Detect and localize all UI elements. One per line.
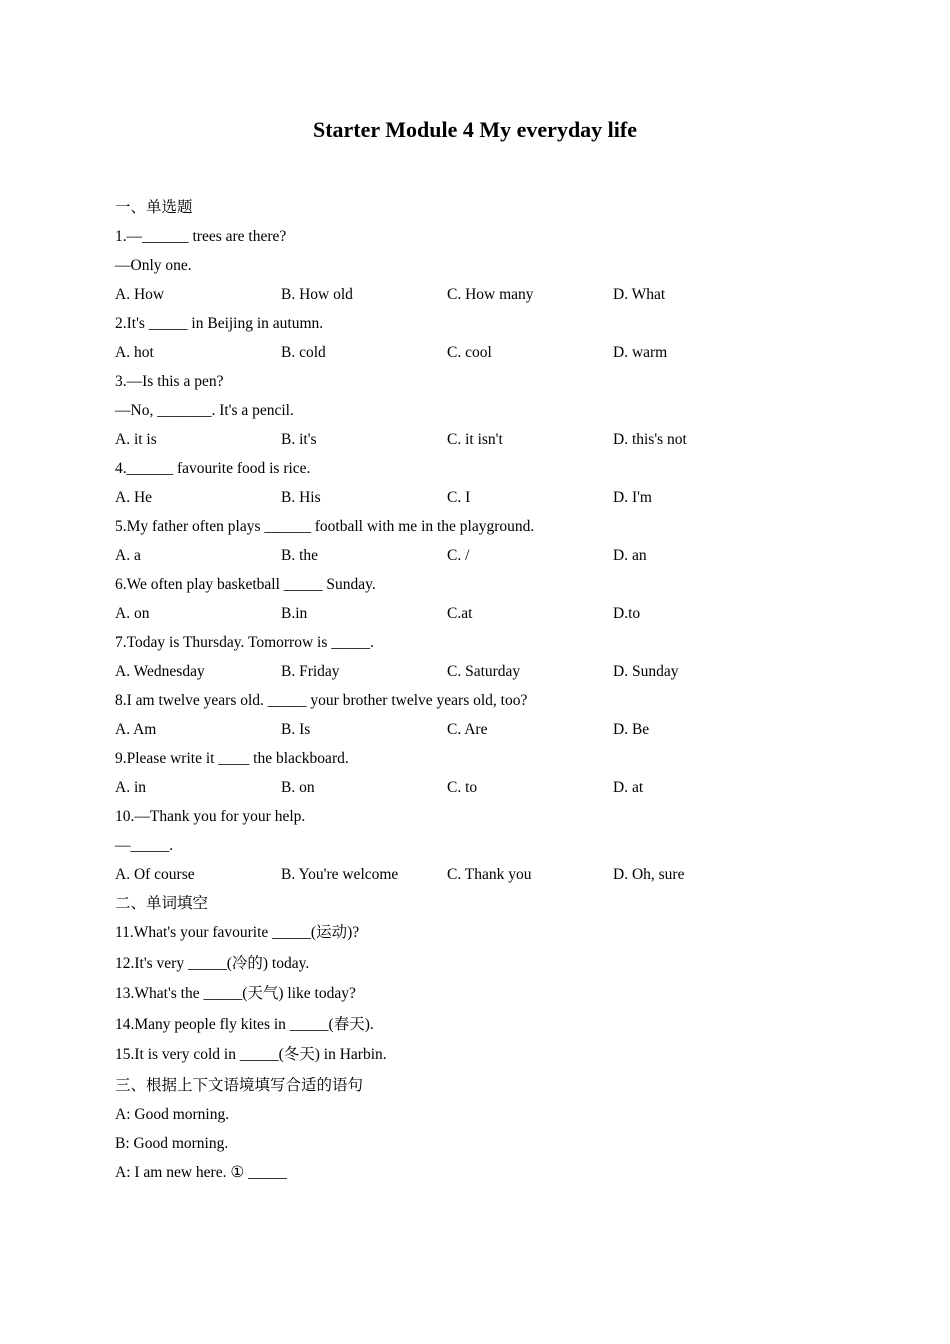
option-d: D. Oh, sure: [613, 866, 685, 883]
option-d: D. warm: [613, 344, 668, 361]
option-d: D. Sunday: [613, 663, 679, 680]
question-6-stem: 6.We often play basketball _____ Sunday.: [115, 576, 376, 593]
question-10-options: [115, 860, 835, 889]
question-9-stem: 9.Please write it ____ the blackboard.: [115, 750, 349, 767]
option-a: A. Of course: [115, 866, 195, 883]
option-d: D.to: [613, 605, 641, 622]
dialogue-line: A: Good morning.: [115, 1105, 230, 1123]
option-c: C. How many: [447, 286, 534, 303]
question-4-stem: 4.______ favourite food is rice.: [115, 460, 311, 477]
fill-blank-item: 13.What's the _____(天气) like today?: [115, 985, 356, 1002]
option-a: A. Wednesday: [115, 663, 205, 680]
option-b: B. His: [281, 489, 321, 506]
section-heading-dialogue: 三、根据上下文语境填写合适的语句: [115, 1076, 364, 1094]
page-title: Starter Module 4 My everyday life: [312, 117, 637, 142]
question-1-options: [115, 280, 835, 309]
option-a: A. He: [115, 489, 153, 506]
question-6-options: [115, 599, 835, 628]
option-c: C. /: [447, 547, 470, 564]
option-a: A. in: [115, 779, 146, 796]
option-c: C. to: [447, 779, 478, 796]
question-7-options: [115, 657, 835, 686]
option-b: B. Is: [281, 721, 311, 738]
question-4-options: [115, 483, 835, 512]
question-10-stem: 10.—Thank you for your help.: [115, 808, 306, 825]
question-10-answer-line: —_____.: [115, 837, 174, 854]
option-b: B. on: [281, 779, 315, 796]
option-d: D. Be: [613, 721, 650, 738]
fill-blank-item: 14.Many people fly kites in _____(春天).: [115, 1015, 374, 1033]
question-3-stem: 3.—Is this a pen?: [115, 373, 224, 390]
question-7-stem: 7.Today is Thursday. Tomorrow is _____.: [115, 634, 374, 651]
option-c: C.at: [447, 605, 473, 622]
fill-blank-item: 11.What's your favourite _____(运动)?: [115, 924, 360, 941]
question-5-options: [115, 541, 835, 570]
question-9-options: [115, 773, 835, 802]
question-3-answer-line: —No, _______. It's a pencil.: [115, 402, 294, 419]
option-c: C. Are: [447, 721, 488, 738]
option-c: C. Thank you: [447, 866, 532, 883]
option-c: C. Saturday: [447, 663, 521, 680]
option-b: B.in: [281, 605, 308, 622]
option-b: B. You're welcome: [281, 866, 399, 883]
option-d: D. an: [613, 547, 647, 564]
option-a: A. it is: [115, 431, 157, 448]
option-d: D. at: [613, 779, 644, 796]
option-a: A. Am: [115, 721, 157, 738]
option-a: A. on: [115, 605, 150, 622]
dialogue-line: A: I am new here. ① _____: [115, 1163, 287, 1181]
question-2-options: [115, 338, 835, 367]
question-3-options: [115, 425, 835, 454]
option-b: B. cold: [281, 344, 326, 361]
question-5-stem: 5.My father often plays ______ football with me in the playground.: [115, 518, 535, 535]
option-c: C. cool: [447, 344, 492, 361]
option-a: A. hot: [115, 344, 154, 361]
section-heading-single-choice: 一、单选题: [115, 199, 193, 216]
question-8-options: [115, 715, 835, 744]
question-2-stem: 2.It's _____ in Beijing in autumn.: [115, 315, 324, 332]
option-b: B. it's: [281, 431, 317, 448]
option-d: D. What: [613, 286, 666, 303]
section-heading-word-fill: 二、单词填空: [115, 895, 209, 912]
option-b: B. Friday: [281, 663, 340, 680]
fill-blank-item: 15.It is very cold in _____(冬天) in Harbin.: [115, 1046, 387, 1063]
question-1-stem: 1.—______ trees are there?: [115, 228, 287, 245]
option-d: D. I'm: [613, 489, 652, 506]
question-1-answer-line: —Only one.: [115, 257, 192, 274]
question-8-stem: 8.I am twelve years old. _____ your brother twelve years old, too?: [115, 692, 528, 709]
dialogue-line: B: Good morning.: [115, 1134, 229, 1152]
worksheet-content: [115, 193, 835, 1187]
option-b: B. the: [281, 547, 319, 564]
option-a: A. How: [115, 286, 165, 303]
option-d: D. this's not: [613, 431, 687, 448]
fill-blank-item: 12.It's very _____(冷的) today.: [115, 954, 310, 972]
option-a: A. a: [115, 547, 141, 564]
option-c: C. I: [447, 489, 471, 506]
option-b: B. How old: [281, 286, 353, 303]
option-c: C. it isn't: [447, 431, 503, 448]
